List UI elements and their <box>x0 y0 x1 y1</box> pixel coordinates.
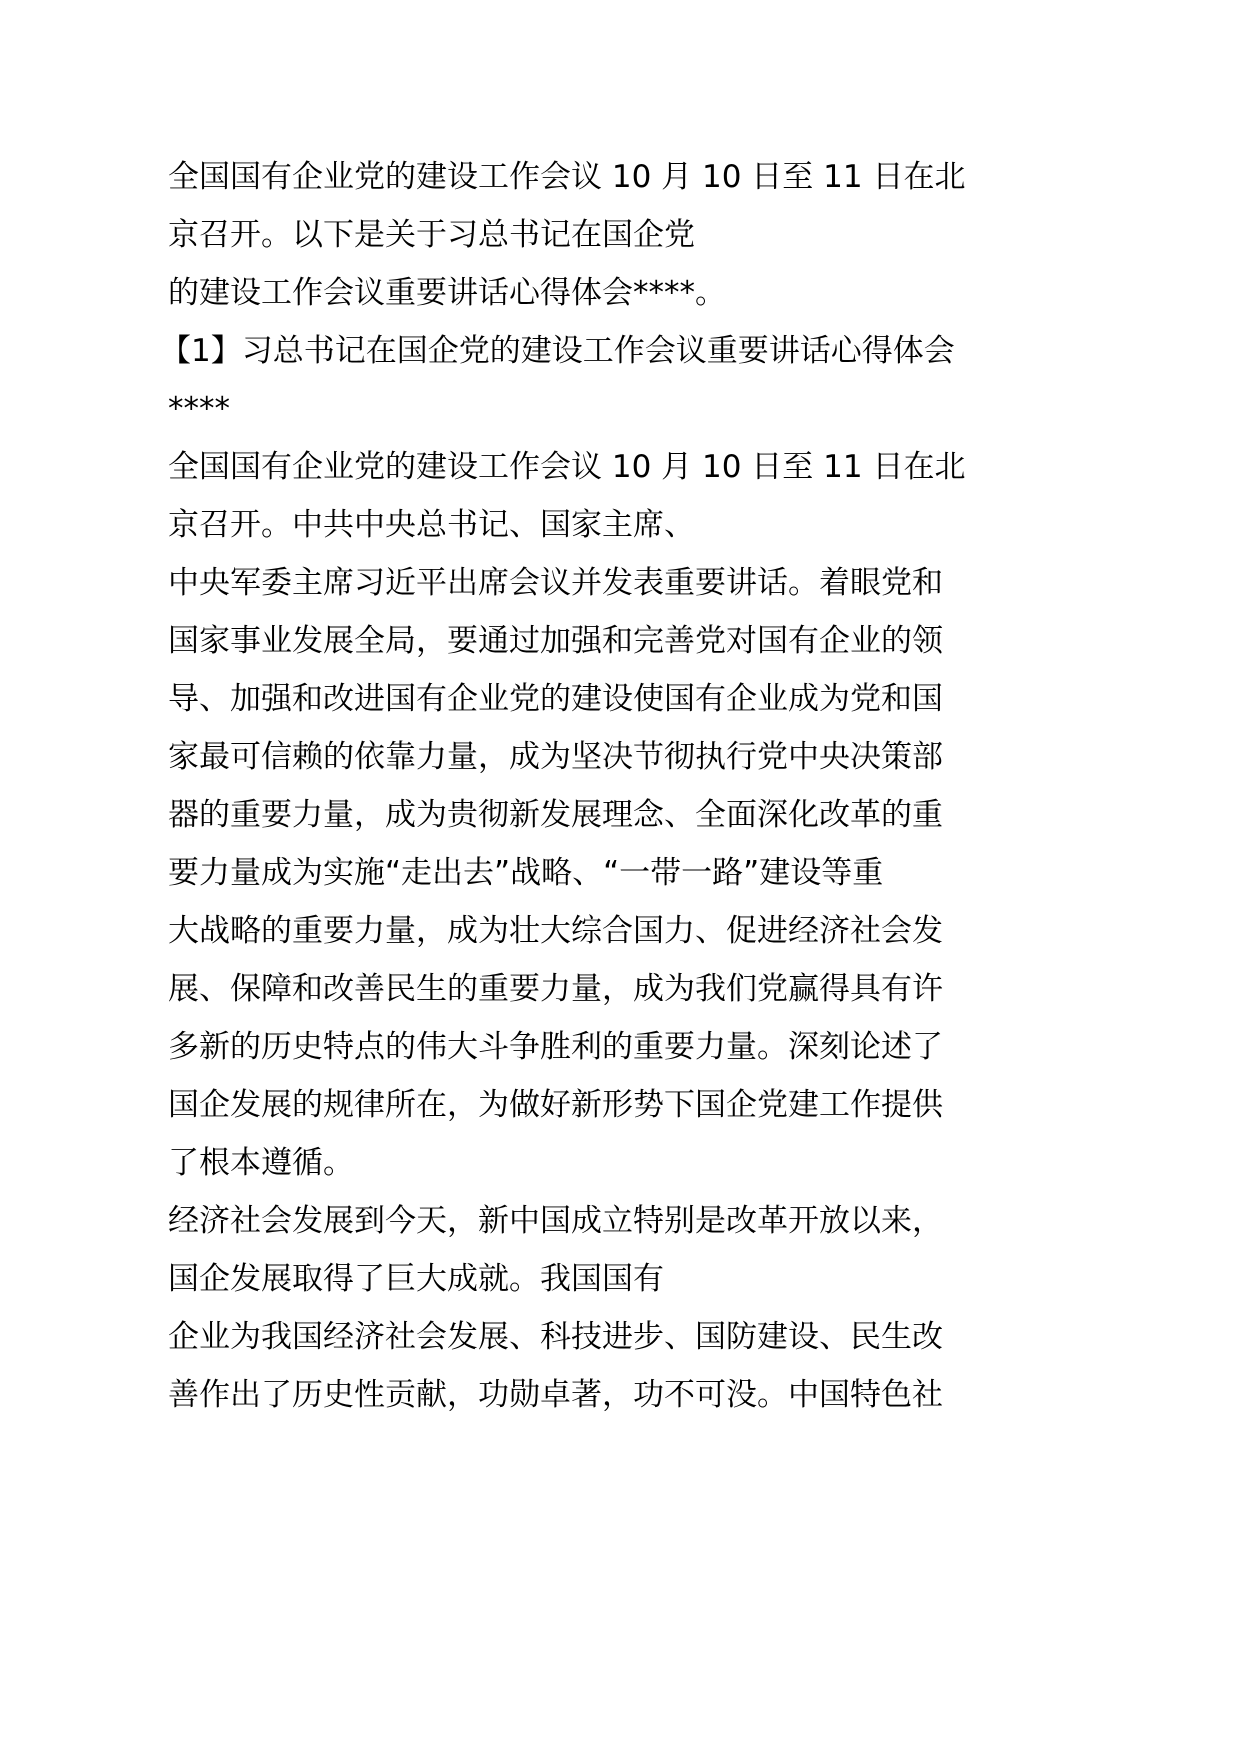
text-line: 家最可信赖的依靠力量，成为坚决节彻执行党中央决策部 <box>168 739 943 775</box>
text-line: 了根本遵循。 <box>168 1145 354 1181</box>
text-line: 要力量成为实施“走出去”战略、“一带一路”建设等重 <box>168 855 884 891</box>
text-line: 的建设工作会议重要讲话心得体会****。 <box>168 275 726 311</box>
text-line: 器的重要力量，成为贵彻新发展理念、全面深化改革的重 <box>168 797 943 833</box>
section-heading: 【1】习总书记在国企党的建设工作会议重要讲话心得体会 <box>160 333 955 369</box>
text-line: 企业为我国经济社会发展、科技进步、国防建设、民生改 <box>168 1319 943 1355</box>
text-line: 大战略的重要力量，成为壮大综合国力、促进经济社会发 <box>168 913 943 949</box>
text-line: 全国国有企业党的建设工作会议 10 月 10 日至 11 日在北 <box>168 159 966 195</box>
text-line: 京召开。中共中央总书记、国家主席、 <box>168 507 695 543</box>
text-line: 经济社会发展到今天，新中国成立特别是改革开放以来， <box>168 1203 943 1239</box>
text-line: 国企发展的规律所在，为做好新形势下国企党建工作提供 <box>168 1087 943 1123</box>
text-line: 多新的历史特点的伟大斗争胜利的重要力量。深刻论述了 <box>168 1029 943 1065</box>
text-line: 中央军委主席习近平出席会议并发表重要讲话。着眼党和 <box>168 565 943 601</box>
text-line: 导、加强和改进国有企业党的建设使国有企业成为党和国 <box>168 681 943 717</box>
text-line: 展、保障和改善民生的重要力量，成为我们党赢得具有许 <box>168 971 943 1007</box>
text-line: 全国国有企业党的建设工作会议 10 月 10 日至 11 日在北 <box>168 449 966 485</box>
text-line: 京召开。以下是关于习总书记在国企党 <box>168 217 695 253</box>
text-line: 国家事业发展全局，要通过加强和完善党对国有企业的领 <box>168 623 943 659</box>
section-heading-continuation: **** <box>168 391 230 427</box>
text-line: 善作出了历史性贡献，功勋卓著，功不可没。中国特色社 <box>168 1377 943 1413</box>
text-line: 国企发展取得了巨大成就。我国国有 <box>168 1261 664 1297</box>
